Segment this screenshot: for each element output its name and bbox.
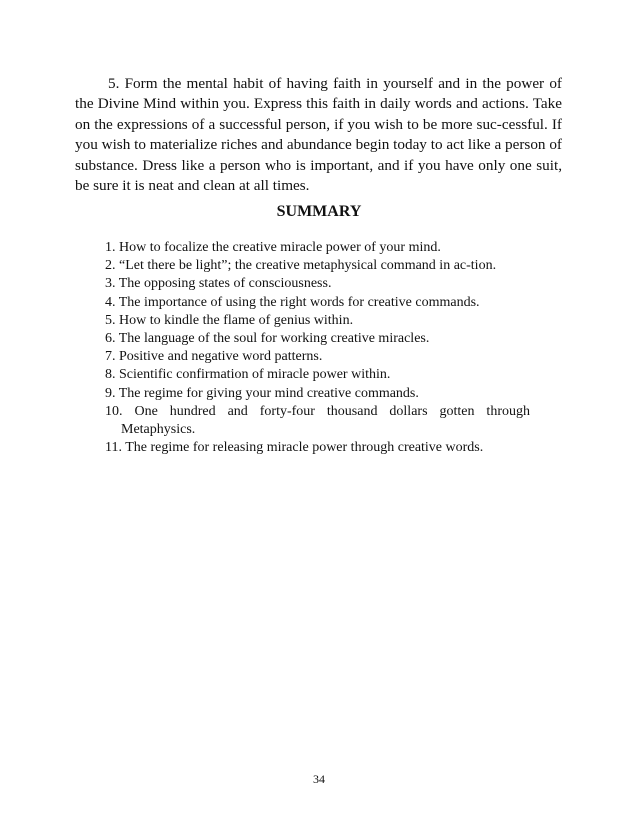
page-number: 34 xyxy=(313,772,325,786)
summary-item: 1. How to focalize the creative miracle power of your mind. xyxy=(105,240,441,255)
summary-item: 11. The regime for releasing miracle power through creative words. xyxy=(105,440,484,456)
body-paragraph: 5. Form the mental habit of having faith in yourself and in the power of the Divine Mind within you. Express this faith in daily words and actions. Take on the expressions of a successful person, if you wish to be more suc-cessful. If you wish to materialize riches and abundance begin today to act like a person of substance. Dress like a person who is important, and if you have only one suit, be sure it is neat and clean at all times. xyxy=(75,75,562,195)
summary-item: 5. How to kindle the flame of genius within. xyxy=(105,312,354,328)
summary-item: 6. The language of the soul for working creative miracles. xyxy=(105,331,430,347)
summary-heading: SUMMARY xyxy=(276,203,362,220)
summary-list xyxy=(105,239,530,457)
summary-item: 10. One hundred and forty-four thousand dollars gotten through Metaphysics. xyxy=(105,403,530,438)
summary-item: 7. Positive and negative word patterns. xyxy=(105,349,323,365)
summary-item: 2. “Let there be light”; the creative metaphysical command in ac-tion. xyxy=(105,258,497,274)
summary-item: 3. The opposing states of consciousness. xyxy=(105,276,332,292)
summary-item: 4. The importance of using the right words for creative commands. xyxy=(105,294,480,310)
summary-item: 9. The regime for giving your mind creative commands. xyxy=(105,385,419,401)
summary-item: 8. Scientific confirmation of miracle power within. xyxy=(105,367,391,383)
